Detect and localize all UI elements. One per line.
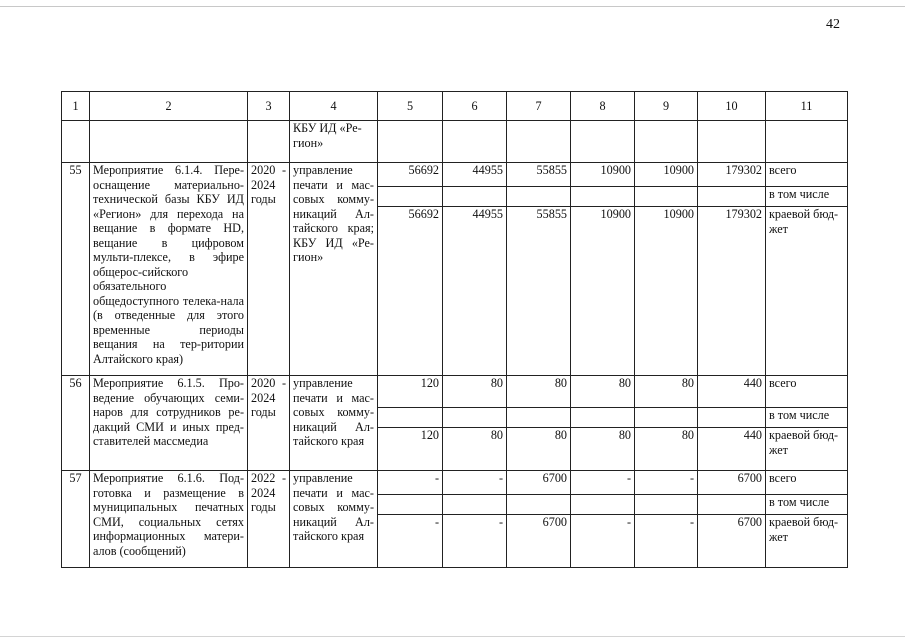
empty-cell bbox=[571, 187, 635, 207]
regional-value: 80 bbox=[443, 428, 507, 471]
total-value: 80 bbox=[443, 376, 507, 408]
total-value: 80 bbox=[571, 376, 635, 408]
empty-cell bbox=[507, 408, 571, 428]
measure-title: Мероприятие 6.1.4. Пере-оснащение материально-технической базы КБУ ИД «Регион» для перехода на вещание в формате HD, вещание в цифровом мульти-плексе, в эфире общерос-сийского обязательного общедоступного телека-нала (в отведенные для этого временные периоды вещания на тер-ритории Алтайского края) bbox=[90, 163, 248, 376]
empty-cell bbox=[698, 495, 766, 515]
total-value: 80 bbox=[635, 376, 698, 408]
measure-executor: управление печати и мас-совых комму-никаций Ал-тайского края bbox=[290, 471, 378, 568]
funding-source-regional: краевой бюд-жет bbox=[766, 515, 848, 568]
column-number-row bbox=[62, 92, 848, 121]
regional-value: 56692 bbox=[378, 207, 443, 376]
total-value: 56692 bbox=[378, 163, 443, 187]
measure-period: 2020 - 2024 годы bbox=[248, 376, 290, 471]
regional-value: - bbox=[378, 515, 443, 568]
empty-cell bbox=[635, 187, 698, 207]
empty-cell bbox=[507, 187, 571, 207]
column-number-4: 4 bbox=[290, 92, 378, 121]
funding-source-total: всего bbox=[766, 471, 848, 495]
total-value: 10900 bbox=[571, 163, 635, 187]
column-number-10: 10 bbox=[698, 92, 766, 121]
empty-cell bbox=[378, 408, 443, 428]
regional-value: - bbox=[635, 515, 698, 568]
empty-cell bbox=[378, 495, 443, 515]
regional-value: 6700 bbox=[507, 515, 571, 568]
empty-cell bbox=[698, 187, 766, 207]
measure-index: 57 bbox=[62, 471, 90, 568]
column-number-11: 11 bbox=[766, 92, 848, 121]
measure-title: Мероприятие 6.1.5. Про-ведение обучающих семи-наров для сотрудников ре-дакций СМИ и иных пред-ставителей массмедиа bbox=[90, 376, 248, 471]
measure-row-57 bbox=[62, 471, 848, 495]
empty-cell bbox=[571, 495, 635, 515]
total-value: 10900 bbox=[635, 163, 698, 187]
total-value: 44955 bbox=[443, 163, 507, 187]
funding-source-regional: краевой бюд-жет bbox=[766, 207, 848, 376]
program-measures-table bbox=[61, 91, 848, 568]
empty-cell bbox=[443, 408, 507, 428]
total-value: - bbox=[378, 471, 443, 495]
empty-cell bbox=[443, 495, 507, 515]
regional-value: 10900 bbox=[571, 207, 635, 376]
funding-source-including: в том числе bbox=[766, 187, 848, 207]
regional-value: - bbox=[571, 515, 635, 568]
measure-index: 56 bbox=[62, 376, 90, 471]
total-value: 6700 bbox=[507, 471, 571, 495]
regional-value: 80 bbox=[507, 428, 571, 471]
continuation-executor: КБУ ИД «Ре-гион» bbox=[290, 121, 378, 163]
regional-value: 80 bbox=[571, 428, 635, 471]
empty-cell bbox=[698, 408, 766, 428]
total-value: 440 bbox=[698, 376, 766, 408]
empty-cell bbox=[635, 495, 698, 515]
scan-edge-bottom bbox=[0, 636, 905, 637]
total-value: - bbox=[443, 471, 507, 495]
total-value: - bbox=[635, 471, 698, 495]
column-number-3: 3 bbox=[248, 92, 290, 121]
empty-cell bbox=[507, 495, 571, 515]
column-number-2: 2 bbox=[90, 92, 248, 121]
regional-value: 440 bbox=[698, 428, 766, 471]
funding-source-total: всего bbox=[766, 376, 848, 408]
regional-value: 10900 bbox=[635, 207, 698, 376]
column-number-9: 9 bbox=[635, 92, 698, 121]
regional-value: 6700 bbox=[698, 515, 766, 568]
empty-cell bbox=[635, 408, 698, 428]
total-value: 6700 bbox=[698, 471, 766, 495]
empty-cell bbox=[378, 187, 443, 207]
total-value: 80 bbox=[507, 376, 571, 408]
empty-cell bbox=[571, 408, 635, 428]
measure-index: 55 bbox=[62, 163, 90, 376]
column-number-1: 1 bbox=[62, 92, 90, 121]
regional-value: - bbox=[443, 515, 507, 568]
funding-source-including: в том числе bbox=[766, 495, 848, 515]
regional-value: 120 bbox=[378, 428, 443, 471]
regional-value: 179302 bbox=[698, 207, 766, 376]
funding-source-including: в том числе bbox=[766, 408, 848, 428]
funding-source-total: всего bbox=[766, 163, 848, 187]
total-value: 120 bbox=[378, 376, 443, 408]
measure-period: 2022 - 2024 годы bbox=[248, 471, 290, 568]
regional-value: 80 bbox=[635, 428, 698, 471]
column-number-8: 8 bbox=[571, 92, 635, 121]
column-number-7: 7 bbox=[507, 92, 571, 121]
funding-source-regional: краевой бюд-жет bbox=[766, 428, 848, 471]
measure-row-55 bbox=[62, 163, 848, 187]
total-value: - bbox=[571, 471, 635, 495]
total-value: 55855 bbox=[507, 163, 571, 187]
measure-executor: управление печати и мас-совых комму-никаций Ал-тайского края bbox=[290, 376, 378, 471]
empty-cell bbox=[443, 187, 507, 207]
regional-value: 55855 bbox=[507, 207, 571, 376]
scan-edge-top bbox=[0, 6, 905, 7]
measure-period: 2020 - 2024 годы bbox=[248, 163, 290, 376]
regional-value: 44955 bbox=[443, 207, 507, 376]
measure-executor: управление печати и мас-совых комму-никаций Ал-тайского края; КБУ ИД «Ре-гион» bbox=[290, 163, 378, 376]
column-number-6: 6 bbox=[443, 92, 507, 121]
column-number-5: 5 bbox=[378, 92, 443, 121]
page-number: 42 bbox=[826, 17, 840, 32]
measure-row-56 bbox=[62, 376, 848, 408]
total-value: 179302 bbox=[698, 163, 766, 187]
continuation-row bbox=[62, 121, 848, 163]
measure-title: Мероприятие 6.1.6. Под-готовка и размещение в муниципальных печатных СМИ, социальных сетях информационных матери-алов (сообщений) bbox=[90, 471, 248, 568]
